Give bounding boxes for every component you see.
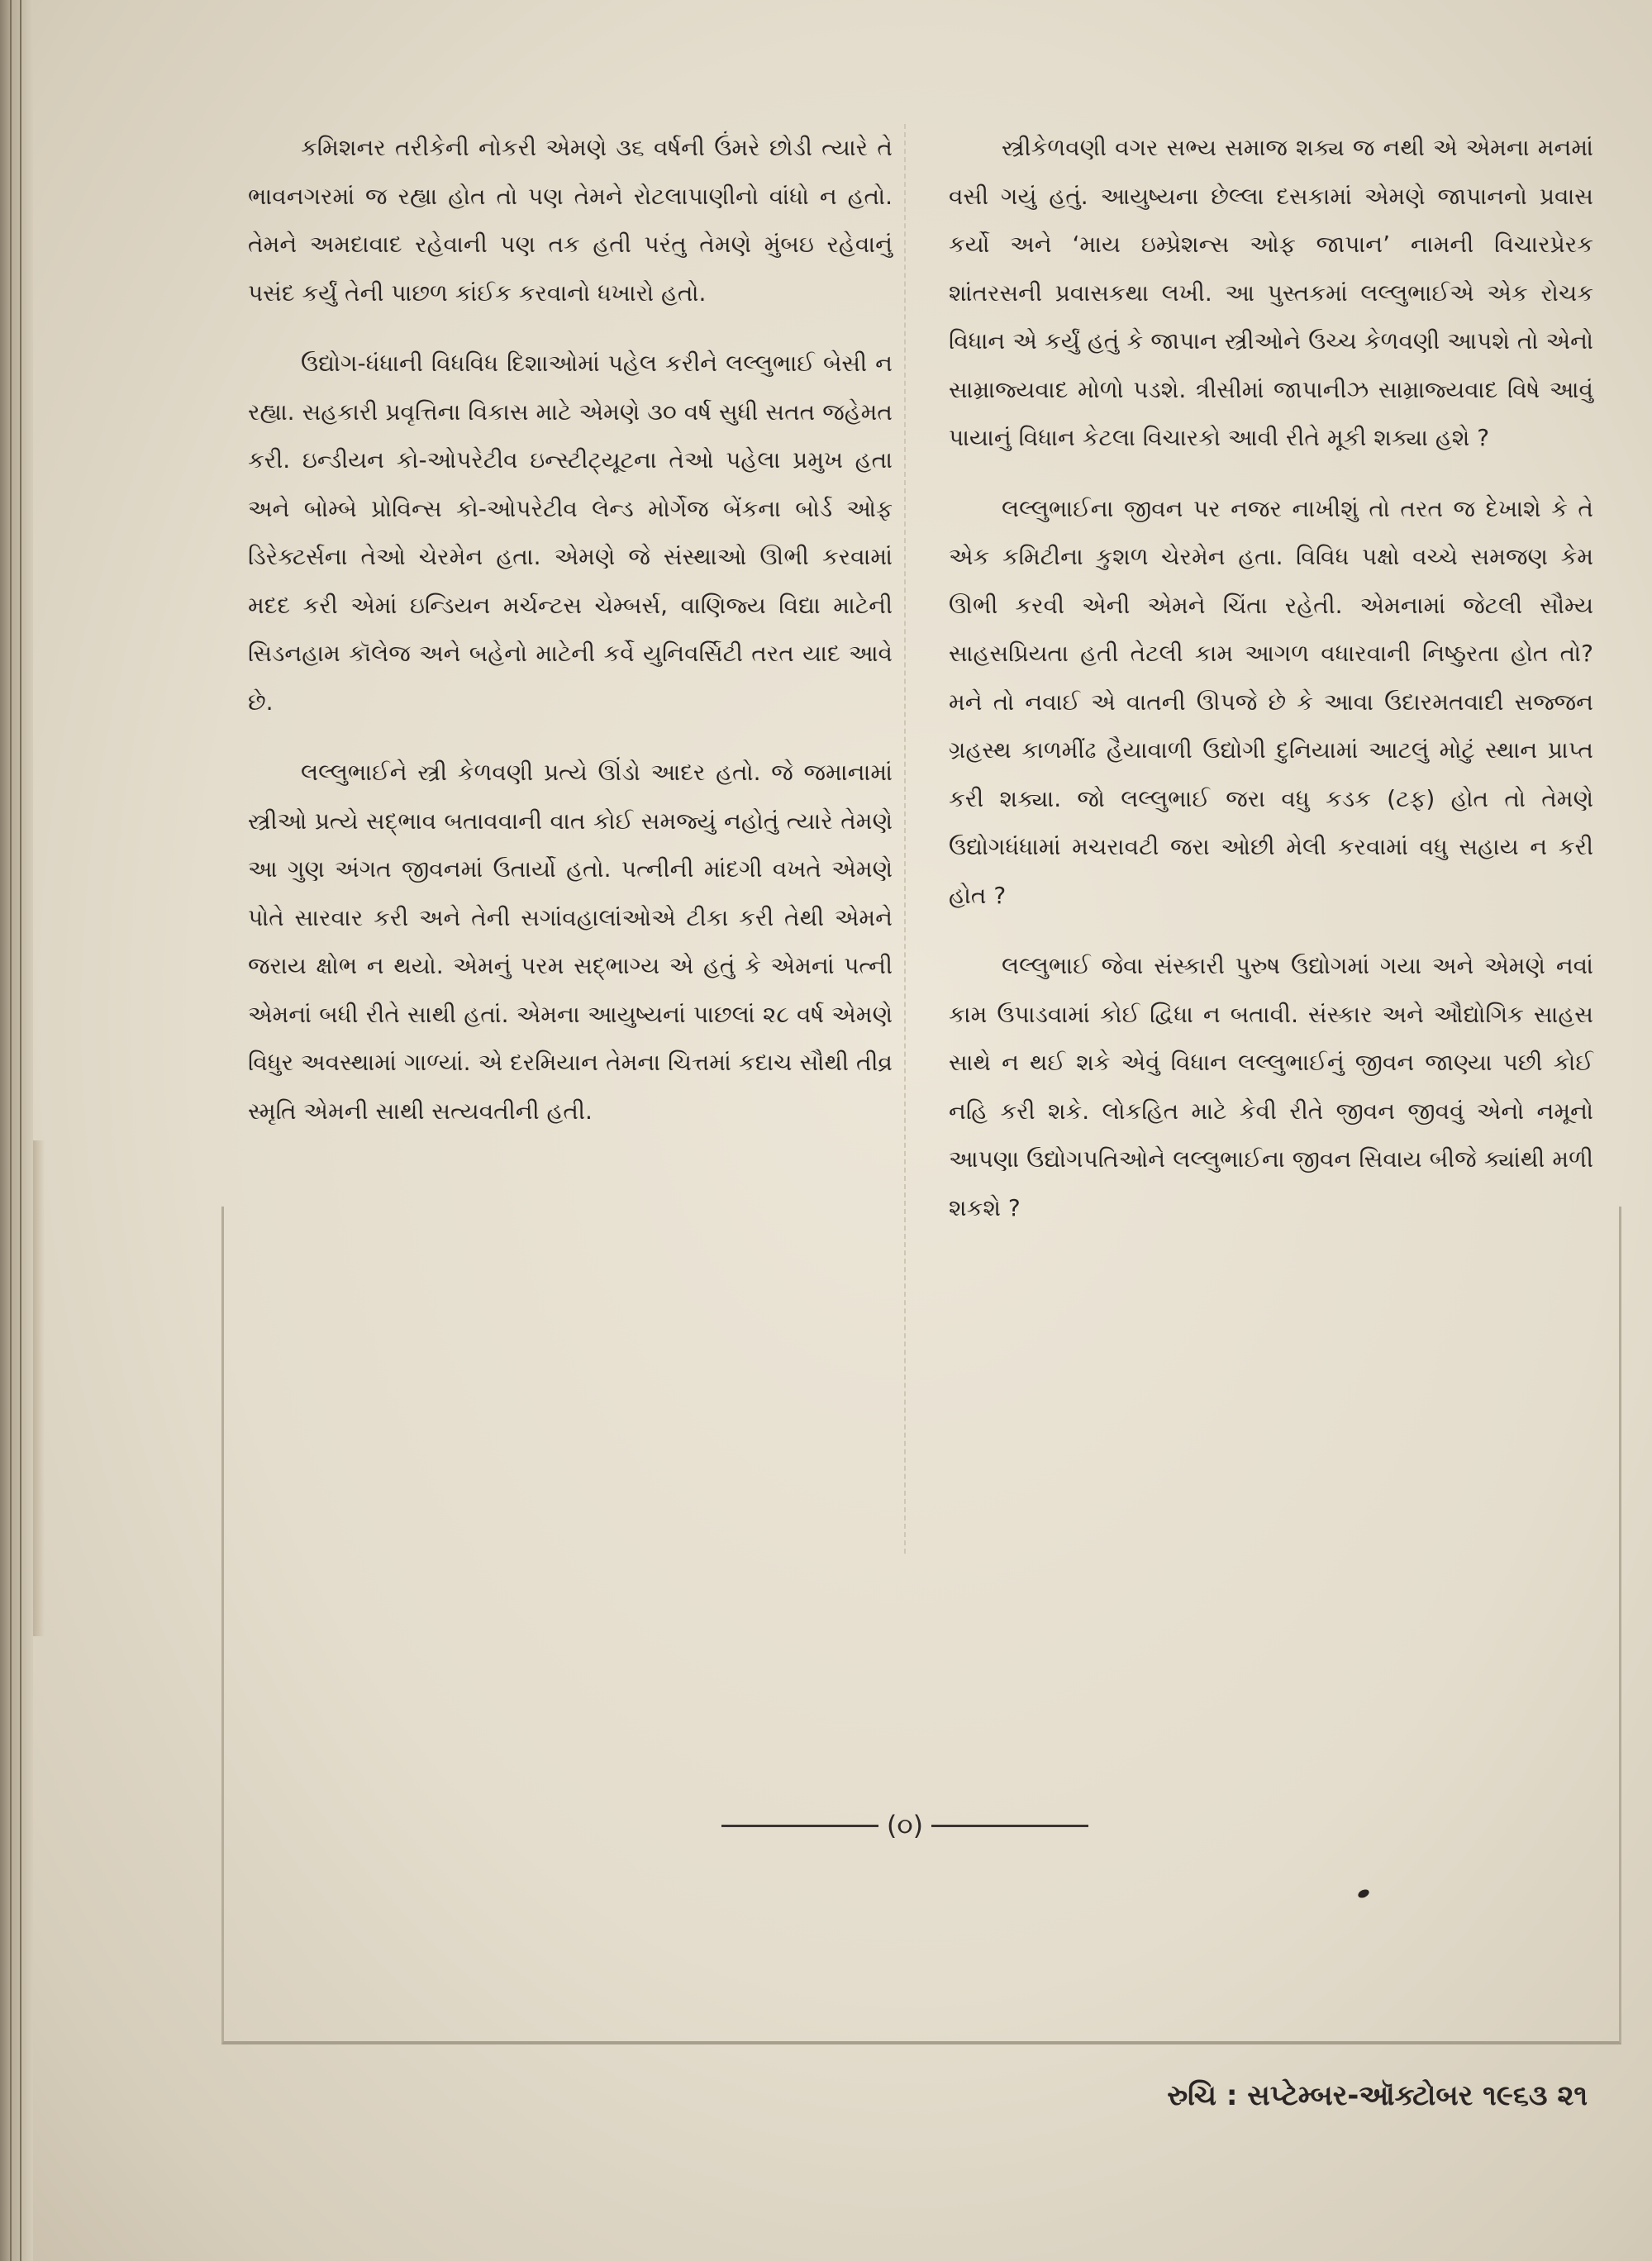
paragraph: લલ્લુભાઈ જેવા સંસ્કારી પુરુષ ઉદ્યોગમાં ગયા અને એમણે નવાં કામ ઉપાડવામાં કોઈ દ્વિધા ન બતાવી. સંસ્કાર અને ઔદ્યોગિક સાહસ સાથે ન થઈ શકે એવું વિધાન લલ્લુભાઈનું જીવન જાણ્યા પછી કોઈ નહિ કરી શકે. લોકહિત માટે કેવી રીતે જીવન જીવવું એનો નમૂનો આપણા ઉદ્યોગપતિઓને લલ્લુભાઈના જીવન સિવાય બીજે ક્યાંથી મળી શકશે ?: [949, 952, 1593, 1221]
ornament-rule: [721, 1825, 878, 1827]
ornament-rule: [931, 1825, 1088, 1827]
column-divider: [904, 124, 906, 1554]
page-edge-wear: [33, 1140, 45, 1636]
page-footer: રુચિ : સપ્ટેમ્બર-ઑક્ટોબર ૧૯૬૩ ૨૧: [1167, 2079, 1588, 2112]
paragraph: લલ્લુભાઈના જીવન પર નજર નાખીશું તો તરત જ દેખાશે કે તે એક કમિટીના કુશળ ચેરમેન હતા. વિવિધ પક્ષો વચ્ચે સમજણ કેમ ઊભી કરવી એની એમને ચિંતા રહેતી. એમનામાં જેટલી સૌમ્ય સાહસપ્રિયતા હતી તેટલી કામ આગળ વધારવાની નિષ્ઠુરતા હોત તો? મને તો નવાઈ એ વાતની ઊપજે છે કે આવા ઉદારમતવાદી સજ્જન ગ્રહસ્થ કાળમીંઢ હૈયાવાળી ઉદ્યોગી દુનિયામાં આટલું મોટું સ્થાન પ્રાપ્ત કરી શક્યા. જો લલ્લુભાઈ જરા વધુ કડક (ટફ) હોત તો તેમણે ઉદ્યોગધંધામાં મચરાવટી જરા ઓછી મેલી કરવામાં વધુ સહાય ન કરી હોત ?: [949, 494, 1593, 909]
left-column: [248, 124, 893, 1158]
right-column: [949, 124, 1593, 1254]
paragraph: કમિશનર તરીકેની નોકરી એમણે ૩૬ વર્ષની ઉંમરે છોડી ત્યારે તે ભાવનગરમાં જ રહ્યા હોત તો પણ તેમને રોટલાપાણીનો વાંધો ન હતો. તેમને અમદાવાદ રહેવાની પણ તક હતી પરંતુ તેમણે મુંબઇ રહેવાનું પસંદ કર્યું તેની પાછળ કાંઈક કરવાનો ધખારો હતો.: [248, 134, 893, 307]
paragraph: સ્ત્રીકેળવણી વગર સભ્ય સમાજ શક્ય જ નથી એ એમના મનમાં વસી ગયું હતું. આયુષ્યના છેલ્લા દસકામાં એમણે જાપાનનો પ્રવાસ કર્યો અને ‘માય ઇમ્પ્રેશન્સ ઓફ જાપાન’ નામની વિચારપ્રેરક શાંતરસની પ્રવાસકથા લખી. આ પુસ્તકમાં લલ્લુભાઈએ એક રોચક વિધાન એ કર્યું હતું કે જાપાન સ્ત્રીઓને ઉચ્ચ કેળવણી આપશે તો એનો સામ્રાજ્યવાદ મોળો પડશે. ત્રીસીમાં જાપાનીઝ સામ્રાજ્યવાદ વિષે આવું પાયાનું વિધાન કેટલા વિચારકો આવી રીતે મૂકી શક્યા હશે ?: [949, 134, 1593, 451]
spine-crease: [20, 0, 21, 2261]
section-end-ornament: [719, 1805, 1091, 1846]
paragraph: લલ્લુભાઈને સ્ત્રી કેળવણી પ્રત્યે ઊંડો આદર હતો. જે જમાનામાં સ્ત્રીઓ પ્રત્યે સદ્‌ભાવ બતાવવાની વાત કોઈ સમજ્યું નહોતું ત્યારે તેમણે આ ગુણ અંગત જીવનમાં ઉતાર્યો હતો. પત્નીની માંદગી વખતે એમણે પોતે સારવાર કરી અને તેની સગાંવહાલાંઓએ ટીકા કરી તેથી એમને જરાય ક્ષોભ ન થયો. એમનું પરમ સદ્‌ભાગ્ય એ હતું કે એમનાં પત્ની એમનાં બધી રીતે સાથી હતાં. એમના આયુષ્યનાં પાછલાં ૨૮ વર્ષ એમણે વિધુર અવસ્થામાં ગાળ્યાં. એ દરમિયાન તેમના ચિત્તમાં કદાચ સૌથી તીવ્ર સ્મૃતિ એમની સાથી સત્યવતીની હતી.: [248, 759, 893, 1125]
paragraph: ઉદ્યોગ-ધંધાની વિધવિધ દિશાઓમાં પહેલ કરીને લલ્લુભાઈ બેસી ન રહ્યા. સહકારી પ્રવૃત્તિના વિકાસ માટે એમણે ૩૦ વર્ષ સુધી સતત જહેમત કરી. ઇન્ડીયન કો-ઓપરેટીવ ઇન્સ્ટીટ્યૂટના તેઓ પહેલા પ્રમુખ હતા અને બોમ્બે પ્રોવિન્સ કો-ઓપરેટીવ લેન્ડ મોર્ગેજ બેંકના બોર્ડ ઓફ ડિરેક્ટર્સના તેઓ ચેરમેન હતા. એમણે જે સંસ્થાઓ ઊભી કરવામાં મદદ કરી એમાં ઇન્ડિયન મર્ચન્ટસ ચેમ્બર્સ, વાણિજ્ય વિદ્યા માટેની સિડનહામ કૉલેજ અને બહેનો માટેની કર્વે યુનિવર્સિટી તરત યાદ આવે છે.: [248, 350, 893, 716]
page-frame-border: [221, 1207, 1621, 2044]
spine-crease: [10, 0, 12, 2261]
ornament-glyph: (૦): [886, 1809, 924, 1841]
binding-spine: [0, 0, 33, 2261]
